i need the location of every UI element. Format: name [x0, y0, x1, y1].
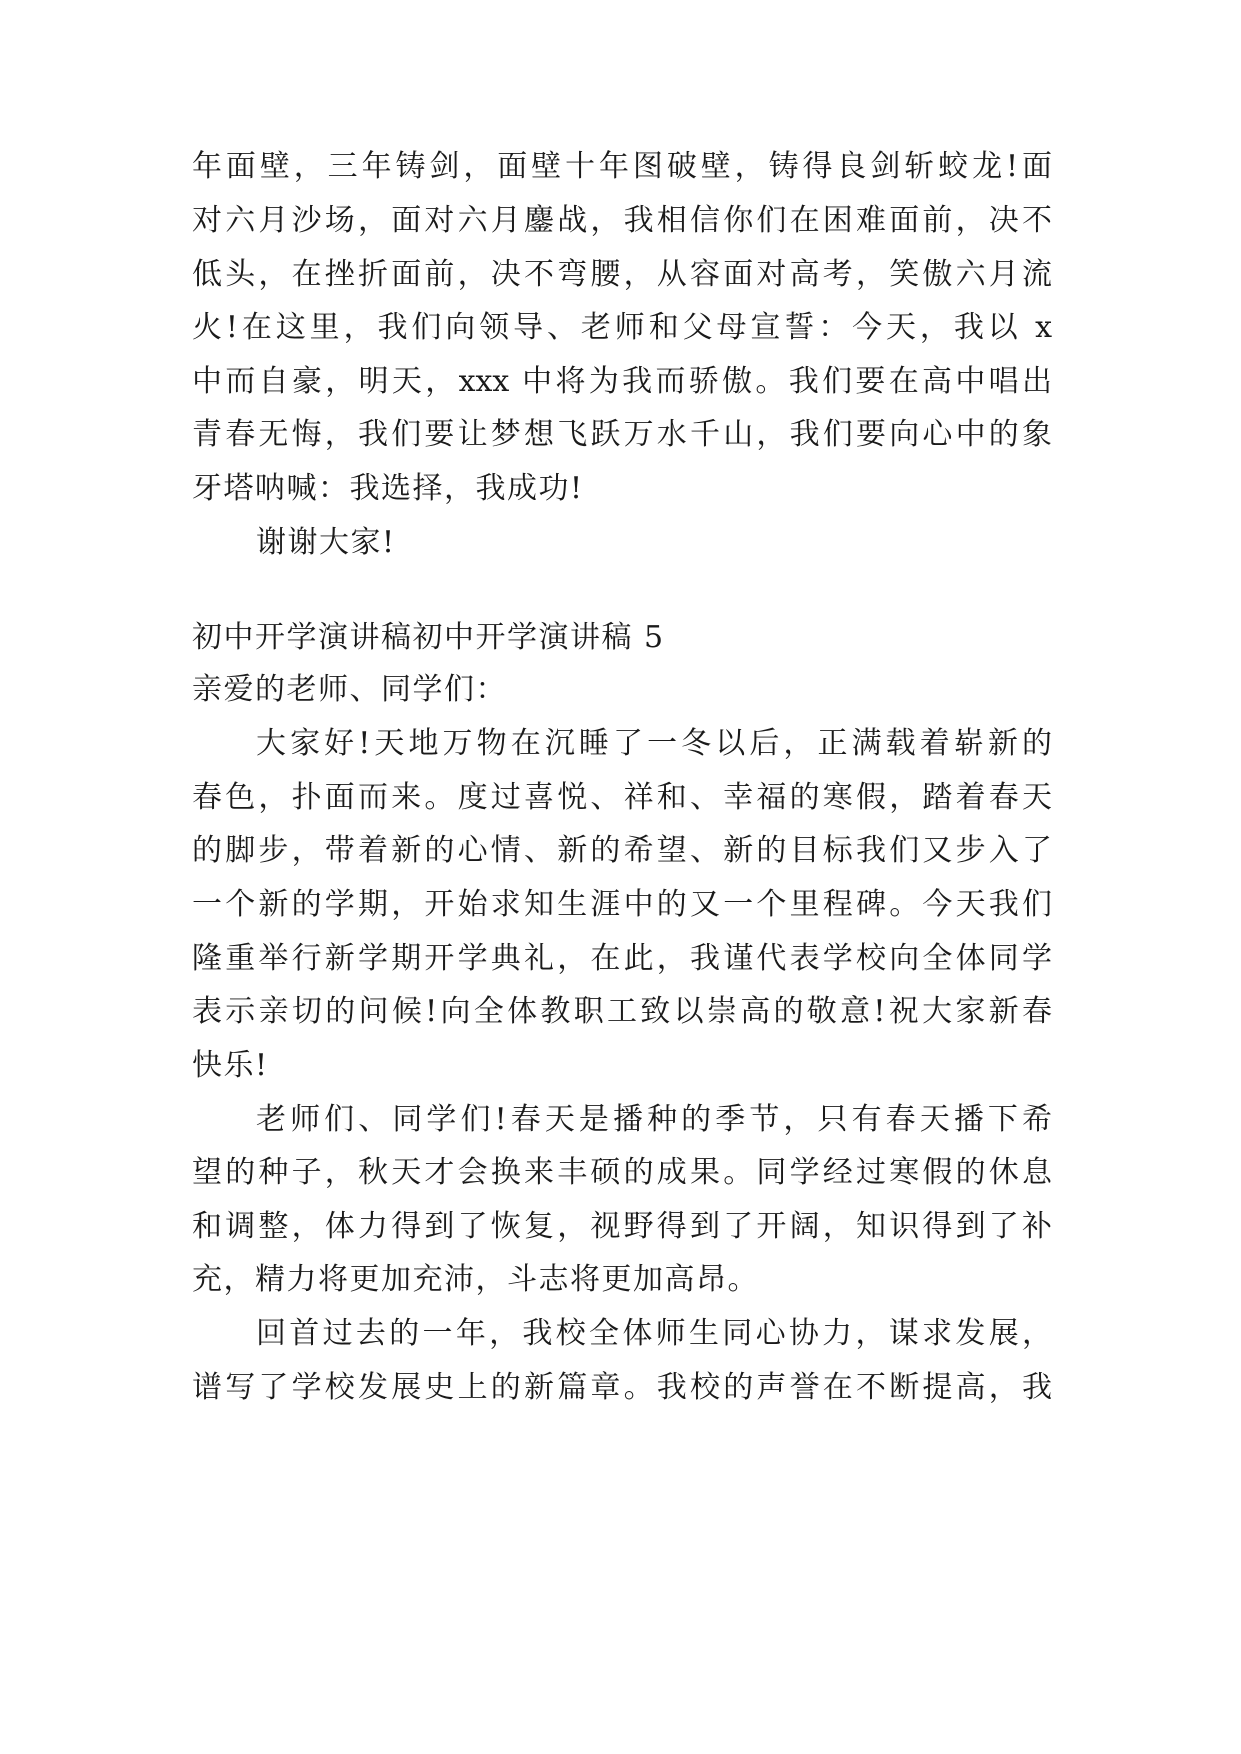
paragraph-line: 火!在这里，我们向领导、老师和父母宣誓：今天，我以 x: [192, 310, 1052, 345]
paragraph-line: 低头，在挫折面前，决不弯腰，从容面对高考，笑傲六月流: [192, 257, 1052, 292]
paragraph-line: 中而自豪，明天，xxx 中将为我而骄傲。我们要在高中唱出: [192, 364, 1052, 399]
paragraph-line: 回首过去的一年，我校全体师生同心协力，谋求发展，: [256, 1316, 1052, 1351]
paragraph-line: 快乐!: [192, 1048, 269, 1083]
paragraph-line: 对六月沙场，面对六月鏖战，我相信你们在困难面前，决不: [192, 203, 1052, 238]
paragraph-line: 和调整，体力得到了恢复，视野得到了开阔，知识得到了补: [192, 1209, 1052, 1244]
paragraph-line: 春色，扑面而来。度过喜悦、祥和、幸福的寒假，踏着春天: [192, 780, 1052, 815]
paragraph-line: 一个新的学期，开始求知生涯中的又一个里程碑。今天我们: [192, 887, 1052, 922]
paragraph-line: 青春无悔，我们要让梦想飞跃万水千山，我们要向心中的象: [192, 417, 1052, 452]
paragraph-line: 老师们、同学们!春天是播种的季节，只有春天播下希: [256, 1102, 1052, 1137]
paragraph-line: 望的种子，秋天才会换来丰硕的成果。同学经过寒假的休息: [192, 1155, 1052, 1190]
paragraph-line: 谱写了学校发展史上的新篇章。我校的声誉在不断提高，我: [192, 1370, 1052, 1405]
paragraph-line: 年面壁，三年铸剑，面壁十年图破壁，铸得良剑斩蛟龙!面: [192, 149, 1052, 184]
section-title: 初中开学演讲稿初中开学演讲稿 5: [192, 620, 665, 655]
paragraph-line: 表示亲切的问候!向全体教职工致以崇高的敬意!祝大家新春: [192, 994, 1052, 1029]
paragraph-line: 隆重举行新学期开学典礼，在此，我谨代表学校向全体同学: [192, 941, 1052, 976]
closing-thanks: 谢谢大家!: [256, 525, 396, 560]
paragraph-line: 的脚步，带着新的心情、新的希望、新的目标我们又步入了: [192, 833, 1052, 868]
paragraph-line: 充，精力将更加充沛，斗志将更加高昂。: [192, 1262, 759, 1297]
paragraph-line: 大家好!天地万物在沉睡了一冬以后，正满载着崭新的: [256, 726, 1052, 761]
greeting: 亲爱的老师、同学们：: [192, 672, 507, 707]
paragraph-line: 牙塔呐喊：我选择，我成功!: [192, 471, 584, 506]
